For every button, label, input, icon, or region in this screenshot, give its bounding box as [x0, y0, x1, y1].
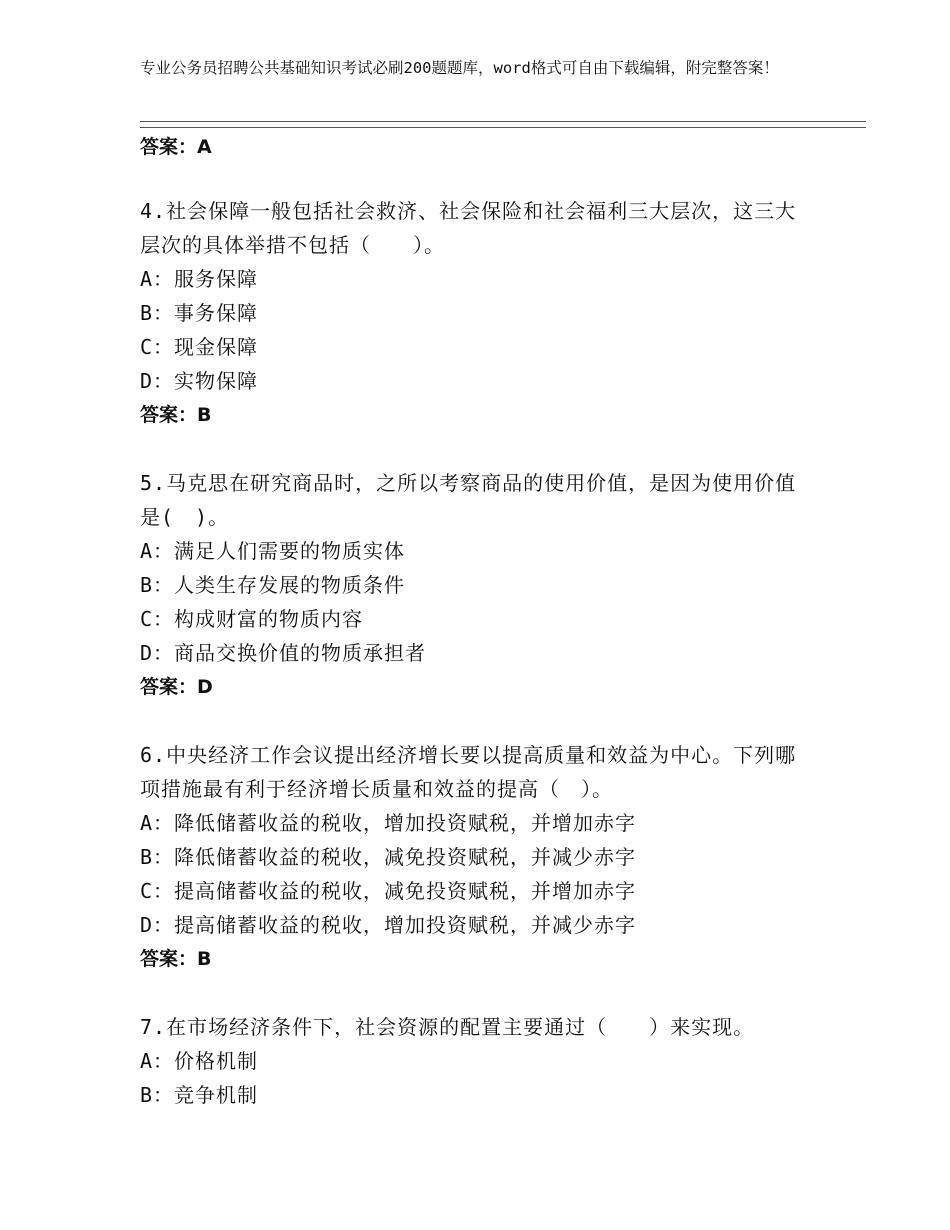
question-text: 6.中央经济工作会议提出经济增长要以提高质量和效益为中心。下列哪项措施最有利于经济增长质量和效益的提高（ ）。: [140, 743, 797, 801]
answer-question-3: 答案：A: [140, 136, 212, 158]
header-divider: [140, 121, 866, 128]
option-b: B：人类生存发展的物质条件: [140, 573, 406, 597]
question-5: [140, 466, 800, 704]
option-a: A：降低储蓄收益的税收，增加投资赋税，并增加赤字: [140, 811, 637, 835]
option-b: B：竞争机制: [140, 1083, 259, 1107]
option-a: A：价格机制: [140, 1049, 259, 1073]
option-d: D：商品交换价值的物质承担者: [140, 641, 427, 665]
answer: 答案：B: [140, 948, 212, 970]
question-text: 5.马克思在研究商品时，之所以考察商品的使用价值，是因为使用价值是( )。: [140, 471, 797, 529]
question-text: 7.在市场经济条件下，社会资源的配置主要通过（ ）来实现。: [140, 1015, 755, 1039]
option-a: A：服务保障: [140, 267, 259, 291]
question-6: [140, 738, 800, 976]
option-c: C：现金保障: [140, 335, 259, 359]
option-d: D：实物保障: [140, 369, 259, 393]
answer: 答案：B: [140, 404, 212, 426]
answer: 答案：D: [140, 676, 213, 698]
option-b: B：降低储蓄收益的税收，减免投资赋税，并减少赤字: [140, 845, 637, 869]
question-4: [140, 194, 800, 432]
question-text: 4.社会保障一般包括社会救济、社会保险和社会福利三大层次，这三大层次的具体举措不包括（ ）。: [140, 199, 797, 257]
question-7: [140, 1010, 800, 1112]
page-header: 专业公务员招聘公共基础知识考试必刷200题题库，word格式可自由下载编辑，附完整答案！: [140, 59, 779, 77]
option-d: D：提高储蓄收益的税收，增加投资赋税，并减少赤字: [140, 913, 637, 937]
option-c: C：构成财富的物质内容: [140, 607, 364, 631]
option-b: B：事务保障: [140, 301, 259, 325]
question-list: [140, 194, 800, 1146]
option-c: C：提高储蓄收益的税收，减免投资赋税，并增加赤字: [140, 879, 637, 903]
option-a: A：满足人们需要的物质实体: [140, 539, 406, 563]
